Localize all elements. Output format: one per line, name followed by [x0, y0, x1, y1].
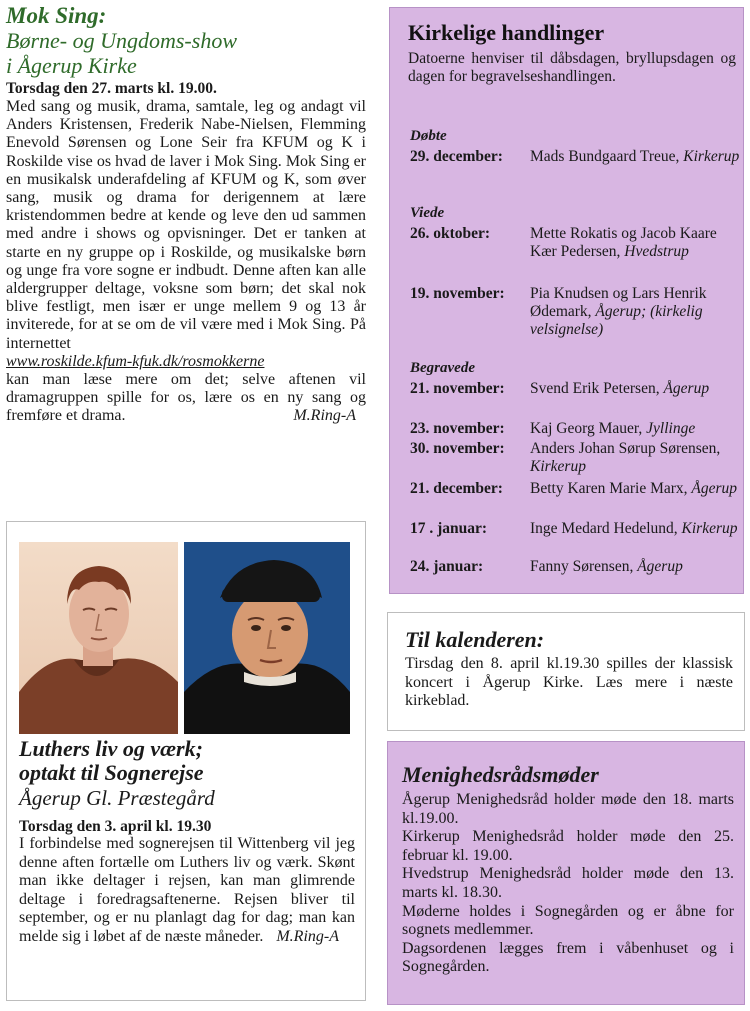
calendar-body: Tirsdag den 8. april kl.19.30 spilles der klassisk koncert i Ågerup Kirke. Læs mere i næste kirkeblad. — [405, 655, 733, 709]
mok-sing-body: Med sang og musik, drama, samtale, leg og andagt vil Anders Kristensen, Frederik Nabe-Nielsen, Flemming Enevold Sørensen og Lone Seir fra KFUM og K i Roskilde vise os hvad de laver i Mok Sing. Mok Sing er en musikalsk underafdeling af KFUM og K, som øver sang, musik og drama for derigennem at lære kristendommen bedre at kende og leve den ud sammen med andre i shows og opvisninger. Det er tanken at starte en ny gruppe op i Roskilde, og musikalske børn og unge fra vore sogne er indbudt. Denne aften kan alle aldergrupper deltage, voksne som børn; det skal nok blive festligt, men især er unge mellem 9 og 13 år inviterede, for at se om de vil være med i Mok Sing. På internettet — [6, 98, 366, 352]
entry-name: Fanny Sørensen, Ågerup — [530, 558, 683, 575]
council-meeting-agenda-note: Dagsordenen lægges frem i våbenhuset og i Sognegården. — [402, 939, 734, 976]
council-meetings-body — [402, 791, 734, 977]
luther-title-line-1: Luthers liv og værk; — [19, 736, 203, 761]
luther-body-container — [19, 835, 355, 947]
calendar-box — [387, 612, 745, 731]
entry-name: Anders Johan Sørup Sørensen, Kirkerup — [530, 440, 721, 475]
luther-signature: M.Ring-A — [276, 928, 339, 945]
council-meeting-location-note: Møderne holdes i Sognegården og er åbne for sognets medlemmer. — [402, 902, 734, 939]
entry-date: 17 . januar: — [410, 520, 488, 537]
luther-location: Ågerup Gl. Præstegård — [19, 786, 215, 810]
young-luther-portrait-image — [19, 542, 178, 734]
section-label-married: Viede — [410, 205, 445, 221]
church-events-title: Kirkelige handlinger — [408, 20, 605, 45]
church-events-intro: Datoerne henviser til dåbsdagen, bryllupsdagen og dagen for begravelseshandlingen. — [408, 50, 736, 85]
mok-sing-date: Torsdag den 27. marts kl. 19.00. — [6, 80, 217, 97]
mok-sing-signature: M.Ring-A — [293, 407, 356, 425]
luther-article — [6, 521, 366, 1001]
entry-date: 19. november: — [410, 285, 505, 302]
council-meeting-hvedstrup: Hvedstrup Menighedsråd holder møde den 13. marts kl. 18.30. — [402, 865, 734, 901]
council-meetings-box — [387, 741, 745, 1005]
martin-luther-portrait-image — [184, 542, 350, 734]
entry-name: Betty Karen Marie Marx, Ågerup — [530, 480, 738, 497]
entry-date: 24. januar: — [410, 558, 484, 575]
luther-date: Torsdag den 3. april kl. 19.30 — [19, 818, 212, 835]
council-meeting-kirkerup: Kirkerup Menighedsråd holder møde den 25. februar kl. 19.00. — [402, 828, 734, 864]
entry-name: Kaj Georg Mauer, Jyllinge — [530, 420, 696, 437]
mok-sing-web-link[interactable]: www.roskilde.kfum-kfuk.dk/rosmokkerne — [6, 352, 265, 370]
section-label-buried: Begravede — [410, 360, 475, 376]
section-label-baptized: Døbte — [410, 128, 447, 144]
council-meeting-agerup: Ågerup Menighedsråd holder møde den 18. marts kl.19.00. — [402, 791, 734, 827]
mok-sing-title: Mok Sing: — [6, 3, 107, 28]
entry-name: Inge Medard Hedelund, Kirkerup — [530, 520, 738, 537]
entry-name: Mads Bundgaard Treue, Kirkerup — [530, 148, 740, 165]
mok-sing-subtitle-line-2: i Ågerup Kirke — [6, 53, 137, 78]
mok-sing-body-2-text: kan man læse mere om det; selve aftenen vil dramagruppen spille for os, lære os en ny sang og fremføre et drama. — [6, 370, 366, 425]
entry-name: Svend Erik Petersen, Ågerup — [530, 380, 710, 397]
entry-date: 23. november: — [410, 420, 505, 437]
mok-sing-subtitle-line-1: Børne- og Ungdoms-show — [6, 28, 237, 53]
entry-date: 30. november: — [410, 440, 505, 457]
entry-name: Pia Knudsen og Lars Henrik Ødemark, Ågerup; (kirkelig velsignelse) — [530, 285, 707, 338]
luther-body: I forbindelse med sognerejsen til Wittenberg vil jeg denne aften fortælle om Luthers liv og værk. Skønt man ikke deltager i rejsen, kan man glimrende deltage i foredragsaftenerne. Rejsen bliver til september, og er nu planlagt dag for dag; man kan melde sig i løbet af de næste måneder. — [19, 835, 355, 945]
entry-date: 29. december: — [410, 148, 503, 165]
luther-title — [19, 737, 204, 785]
entry-name: Mette Rokatis og Jacob Kaare Kær Pedersen, Hvedstrup — [530, 225, 717, 260]
entry-date: 26. oktober: — [410, 225, 491, 242]
church-events-box — [389, 7, 744, 594]
entry-date: 21. november: — [410, 380, 505, 397]
luther-title-line-2: optakt til Sognerejse — [19, 760, 204, 785]
entry-date: 21. december: — [410, 480, 503, 497]
council-meetings-title: Menighedsrådsmøder — [402, 762, 599, 787]
calendar-title: Til kalenderen: — [405, 627, 545, 652]
mok-sing-article — [6, 4, 366, 426]
